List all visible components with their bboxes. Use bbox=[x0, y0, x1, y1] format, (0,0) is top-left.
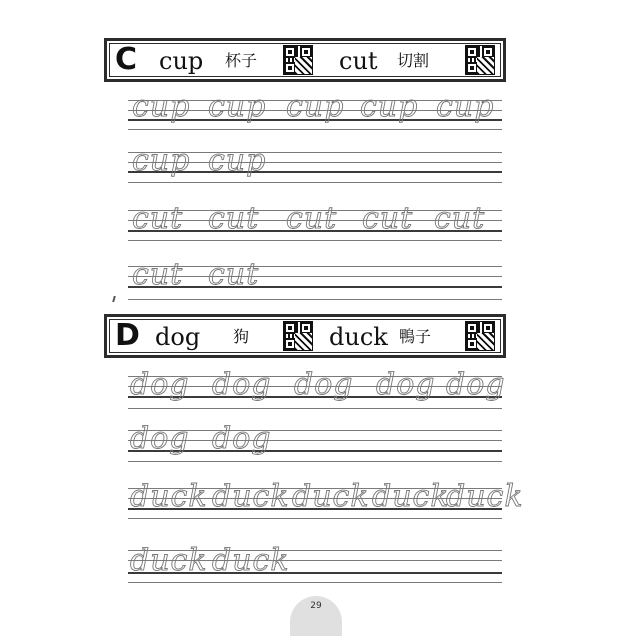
trace-word: duck bbox=[130, 543, 208, 578]
vocab-word: duck bbox=[329, 323, 388, 351]
section-header-c bbox=[104, 38, 506, 82]
practice-row bbox=[128, 257, 502, 302]
trace-word: cup bbox=[436, 89, 495, 124]
trace-word: duck bbox=[130, 479, 208, 514]
practice-row bbox=[128, 201, 502, 246]
practice-row bbox=[128, 89, 502, 132]
practice-row bbox=[128, 143, 502, 190]
section-header-d bbox=[104, 314, 506, 358]
trace-word: dog bbox=[212, 367, 272, 402]
trace-word: cut bbox=[132, 257, 184, 292]
trace-word: dog bbox=[446, 367, 506, 402]
trace-word: cut bbox=[208, 257, 260, 292]
trace-word: cup bbox=[132, 143, 191, 178]
section-letter: C bbox=[115, 42, 138, 77]
chinese-translation: 鴨子 bbox=[399, 327, 432, 346]
qr-code[interactable] bbox=[283, 321, 313, 351]
trace-word: cut bbox=[132, 201, 184, 236]
qr-code[interactable] bbox=[465, 321, 495, 351]
page-number: 29 bbox=[310, 601, 322, 611]
vocab-word: cup bbox=[159, 47, 204, 75]
trace-word: cup bbox=[360, 89, 419, 124]
chinese-translation: 杯子 bbox=[225, 51, 258, 70]
trace-word: duck bbox=[292, 479, 370, 514]
trace-word: dog bbox=[130, 367, 190, 402]
qr-code[interactable] bbox=[465, 45, 495, 75]
trace-word: cut bbox=[362, 201, 414, 236]
chinese-translation: 狗 bbox=[233, 327, 250, 346]
trace-word: dog bbox=[376, 367, 436, 402]
trace-word: cup bbox=[286, 89, 345, 124]
trace-word: cut bbox=[286, 201, 338, 236]
practice-row bbox=[128, 421, 502, 472]
qr-code[interactable] bbox=[283, 45, 313, 75]
vocab-word: cut bbox=[339, 47, 378, 75]
trace-word: cut bbox=[434, 201, 486, 236]
practice-row bbox=[128, 479, 524, 526]
practice-row bbox=[128, 543, 502, 588]
trace-word: cup bbox=[208, 143, 267, 178]
trace-word: duck bbox=[212, 479, 290, 514]
trace-word: duck bbox=[212, 543, 290, 578]
trace-word: dog bbox=[130, 421, 190, 456]
trace-word: cup bbox=[208, 89, 267, 124]
trace-word: dog bbox=[212, 421, 272, 456]
trace-word: dog bbox=[294, 367, 354, 402]
trace-word: cup bbox=[132, 89, 191, 124]
vocab-word: dog bbox=[155, 323, 201, 351]
trace-word: duck bbox=[446, 479, 524, 514]
trace-word: duck bbox=[372, 479, 450, 514]
section-letter: D bbox=[115, 318, 140, 353]
practice-row bbox=[128, 367, 506, 414]
chinese-translation: 切割 bbox=[397, 51, 430, 70]
stray-mark bbox=[112, 296, 116, 302]
trace-word: cut bbox=[208, 201, 260, 236]
